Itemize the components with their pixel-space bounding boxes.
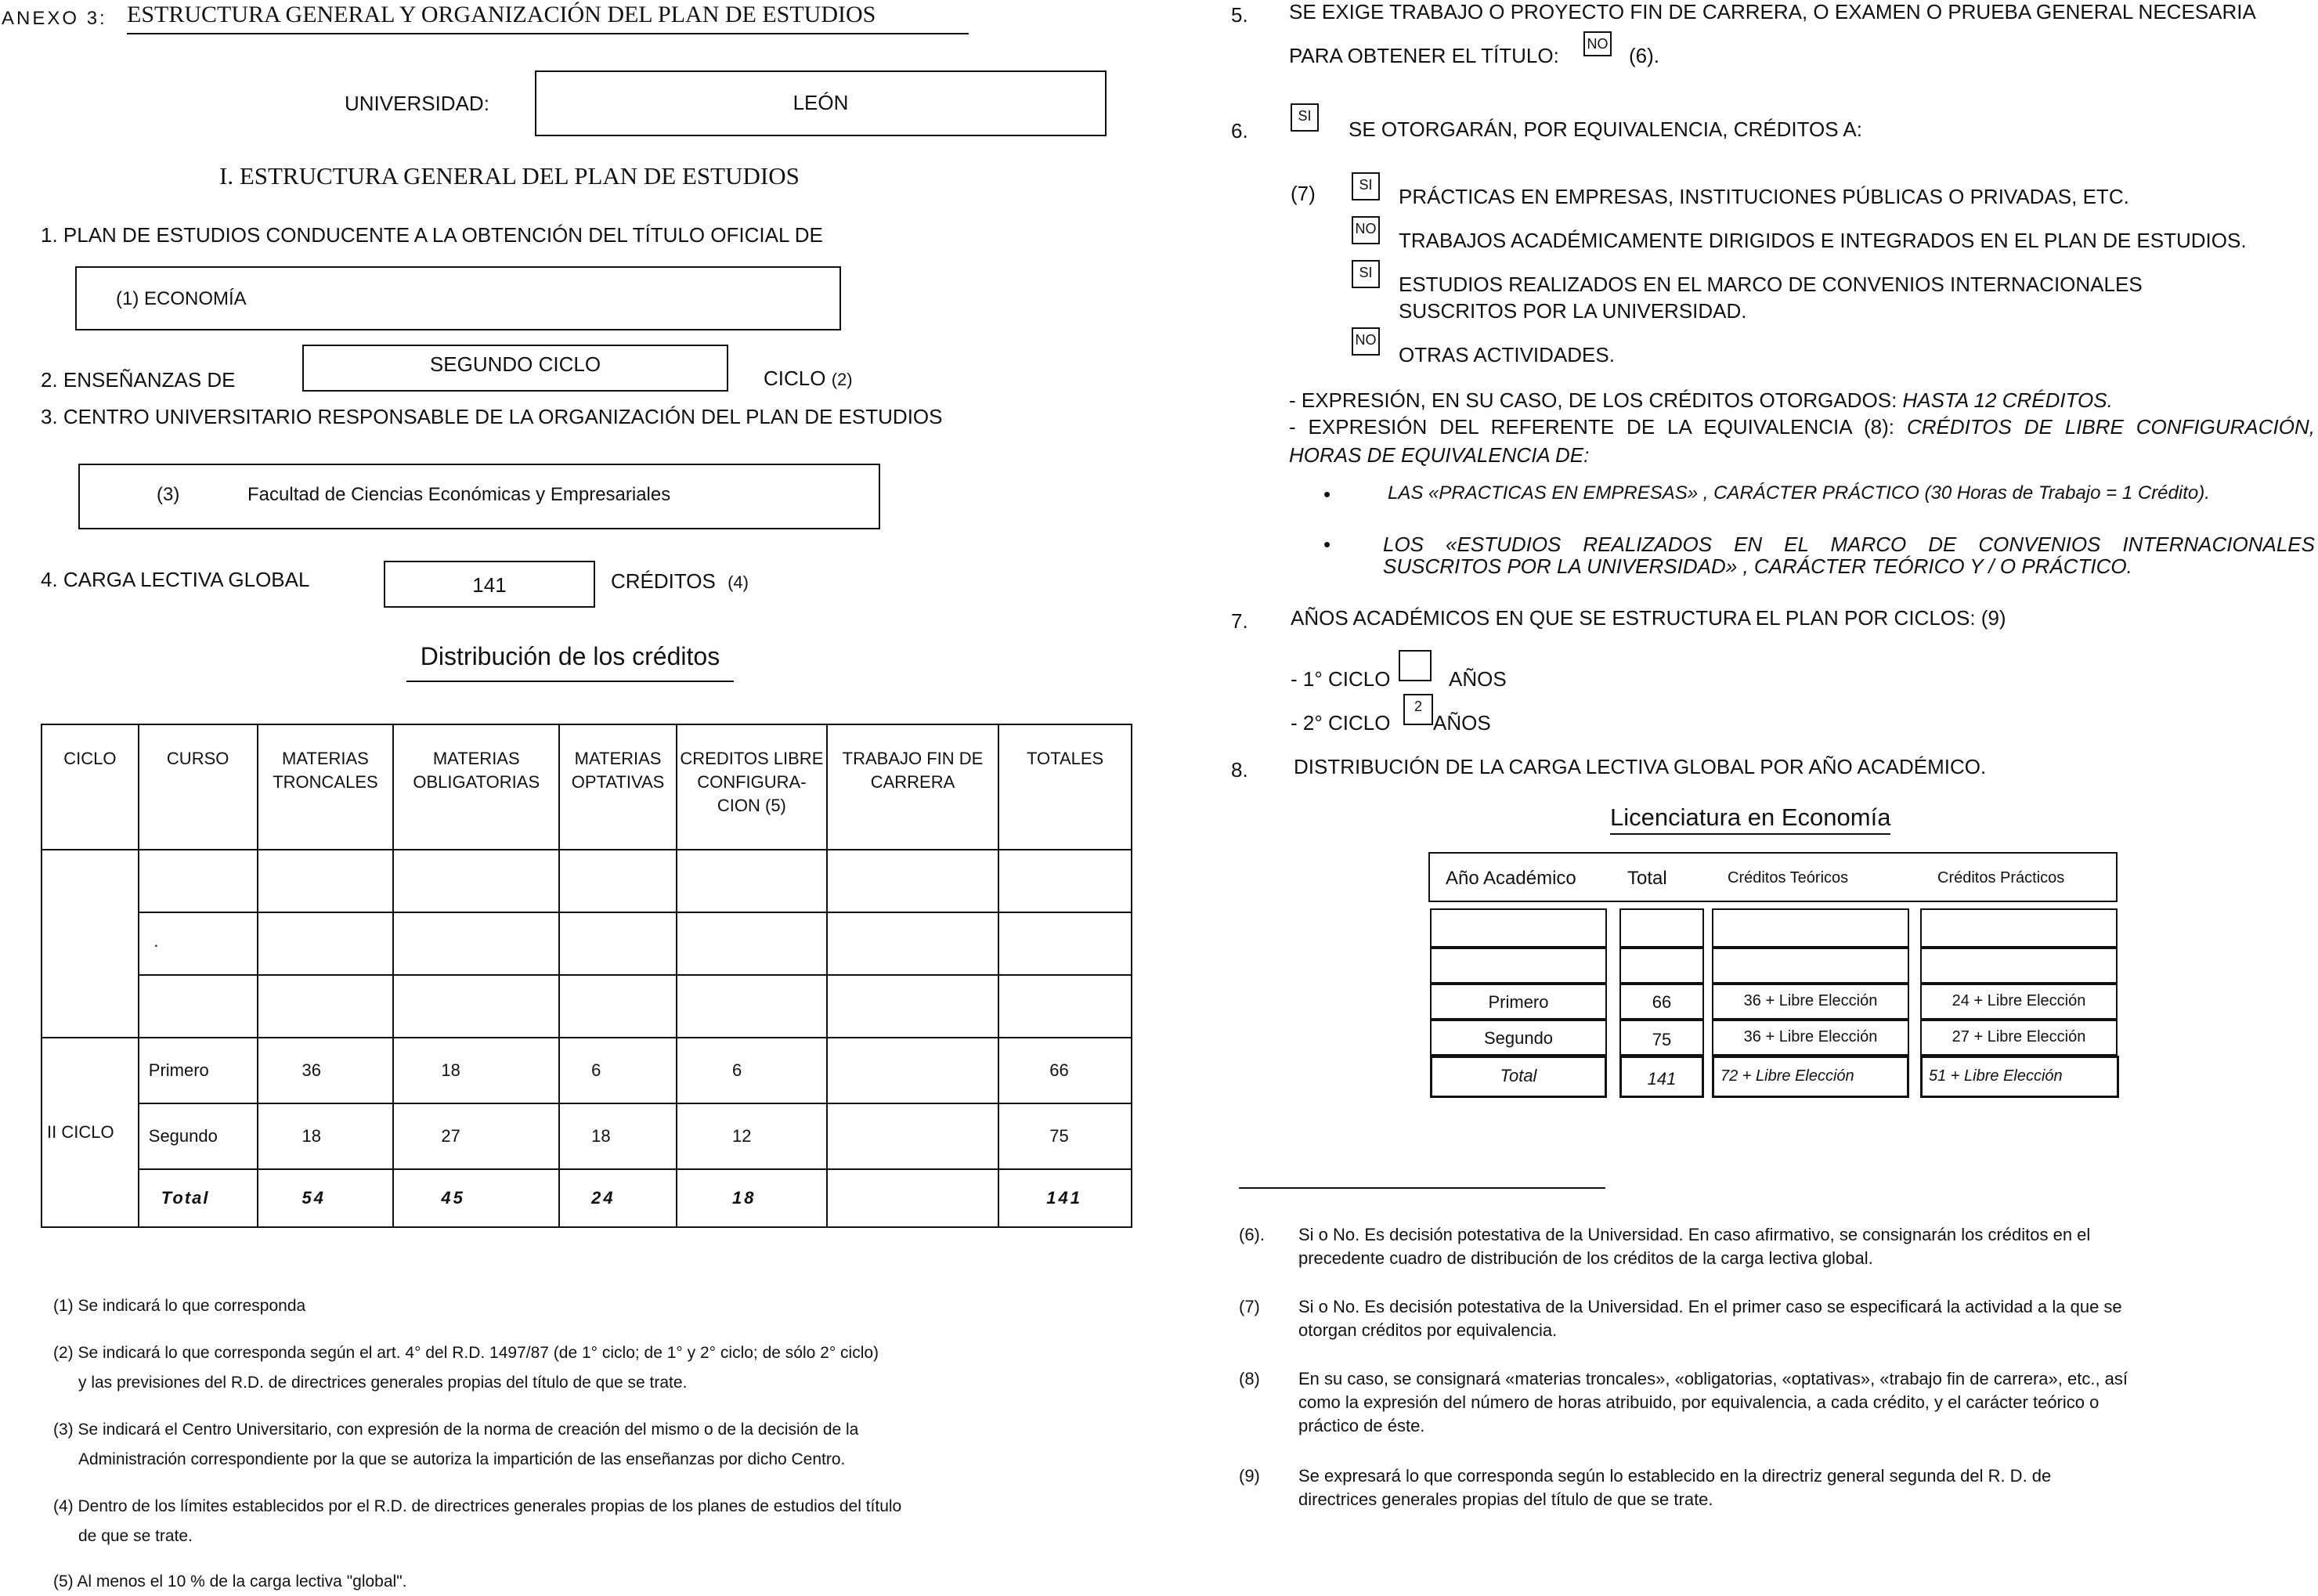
ciclo1-box <box>1399 650 1432 681</box>
col-header-optativas: MATERIAS OPTATIVAS <box>559 724 677 850</box>
obligatorias-cell: 18 <box>393 1038 559 1103</box>
lic-practicos-cell-total: 51 + Libre Elección <box>1920 1056 2119 1098</box>
ciclo-value: SEGUNDO CICLO <box>429 352 601 376</box>
item8-num: 8. <box>1231 758 1248 782</box>
rfootnote-8-line3: práctico de éste. <box>1298 1416 1425 1435</box>
col-header-libre: CREDITOS LIBRE CONFIGURA- CION (5) <box>677 724 827 850</box>
lic-empty-cell <box>1712 908 1909 948</box>
lic-empty-cell <box>1920 948 2118 984</box>
item7-num: 7. <box>1231 609 1248 633</box>
titulo-box <box>75 266 841 330</box>
item5-checkbox: NO <box>1583 31 1612 56</box>
optativas-cell: 24 <box>559 1169 677 1227</box>
lic-header-year: Año Académico <box>1446 868 1576 889</box>
rfootnote-6-num: (6). <box>1239 1225 1265 1244</box>
carga-suffix: CRÉDITOS <box>611 569 716 593</box>
bullet2-line2: SUSCRITOS POR LA UNIVERSIDAD» , CARÁCTER TEÓRICO Y / O PRÁCTICO. <box>1383 554 2132 578</box>
lic-year-cell-total: Total <box>1430 1056 1607 1098</box>
rfootnote-9-num: (9) <box>1239 1466 1260 1486</box>
lic-practicos-cell: 27 + Libre Elección <box>1920 1020 2118 1056</box>
lic-teoricos-cell: 36 + Libre Elección <box>1712 1020 1909 1056</box>
distribucion-table <box>41 724 1132 1228</box>
col-header-trabajo: TRABAJO FIN DE CARRERA <box>827 724 998 850</box>
lic-header-teoricos: Créditos Teóricos <box>1728 869 1849 886</box>
universidad-value: LEÓN <box>793 91 849 114</box>
opt3-text1: ESTUDIOS REALIZADOS EN EL MARCO DE CONVENIOS INTERNACIONALES <box>1399 273 2143 296</box>
totales-cell: 66 <box>998 1038 1132 1103</box>
expresion-line2 <box>1289 415 2315 439</box>
libre-cell: 12 <box>677 1103 827 1169</box>
expresion-line1-label: - EXPRESIÓN, EN SU CASO, DE LOS CRÉDITOS OTORGADOS: <box>1289 388 1897 412</box>
item1-text: 1. PLAN DE ESTUDIOS CONDUCENTE A LA OBTENCIÓN DEL TÍTULO OFICIAL DE <box>41 223 823 247</box>
lic-empty-cell <box>1712 948 1909 984</box>
table-cell <box>677 975 827 1038</box>
totales-cell: 75 <box>998 1103 1132 1169</box>
item6-checkbox: SI <box>1291 103 1319 132</box>
rfootnote-8-line1: En su caso, se consignará «materias troncales», «obligatorias, «optativas», «trabajo fin de carrera», etc., así <box>1298 1369 2128 1388</box>
table-cell <box>998 975 1132 1038</box>
col-header-ciclo: CICLO <box>42 724 139 850</box>
opt4-text: OTRAS ACTIVIDADES. <box>1399 343 1615 367</box>
item5-note: (6). <box>1629 44 1659 67</box>
troncales-cell: 54 <box>258 1169 394 1227</box>
table-row-empty <box>42 912 1132 975</box>
ciclo-note: (2) <box>831 370 853 389</box>
trabajo-cell <box>827 1038 998 1103</box>
item6-num: 6. <box>1231 119 1248 143</box>
lic-empty-cell <box>1920 908 2118 948</box>
col-header-curso: CURSO <box>139 724 258 850</box>
rfootnote-7-num: (7) <box>1239 1297 1260 1316</box>
table-cell <box>258 850 394 912</box>
table-row-empty <box>42 850 1132 912</box>
table-row <box>42 1038 1132 1103</box>
ciclo-suffix: CICLO <box>764 367 826 390</box>
opt1-checkbox: SI <box>1352 172 1380 200</box>
header-row <box>42 724 1132 850</box>
trabajo-cell <box>827 1169 998 1227</box>
troncales-cell: 36 <box>258 1038 394 1103</box>
ciclo2-label: - 2° CICLO <box>1291 711 1391 735</box>
item4-label: 4. CARGA LECTIVA GLOBAL <box>41 568 310 591</box>
bullet2-line1: LOS «ESTUDIOS REALIZADOS EN EL MARCO DE CONVENIOS INTERNACIONALES <box>1383 533 2315 556</box>
expresion-line3: HORAS DE EQUIVALENCIA DE: <box>1289 443 1590 467</box>
ciclo2-years: AÑOS <box>1433 711 1491 735</box>
rfootnote-7-line2: otorgan créditos por equivalencia. <box>1298 1320 1558 1340</box>
table-cell <box>559 912 677 975</box>
curso-cell: Total <box>139 1169 258 1227</box>
lic-total-cell: 66 <box>1619 984 1704 1020</box>
carga-note: (4) <box>728 572 749 592</box>
table-row <box>42 1103 1132 1169</box>
table-row-total <box>42 1169 1132 1227</box>
item5-line2: PARA OBTENER EL TÍTULO: <box>1289 44 1559 67</box>
optativas-cell: 6 <box>559 1038 677 1103</box>
item6-note: (7) <box>1291 182 1316 205</box>
lic-teoricos-cell-total: 72 + Libre Elección <box>1712 1056 1909 1098</box>
rfootnote-6-line1: Si o No. Es decisión potestativa de la Universidad. En caso afirmativo, se consignarán los créditos en el <box>1298 1225 2091 1244</box>
opt3-checkbox: SI <box>1352 260 1380 288</box>
opt2-checkbox: NO <box>1352 216 1380 244</box>
table-cell <box>998 850 1132 912</box>
expresion-line1-value: HASTA 12 CRÉDITOS. <box>1902 388 2113 412</box>
lic-empty-cell <box>1430 908 1607 948</box>
opt2-text: TRABAJOS ACADÉMICAMENTE DIRIGIDOS E INTEGRADOS EN EL PLAN DE ESTUDIOS. <box>1399 229 2247 252</box>
col-header-totales: TOTALES <box>998 724 1132 850</box>
lic-teoricos-cell: 36 + Libre Elección <box>1712 984 1909 1020</box>
ciclo-suffix-group <box>764 367 853 391</box>
ciclo2-box: 2 <box>1403 694 1433 725</box>
table-cell <box>393 912 559 975</box>
footnote-4: (4) Dentro de los límites establecidos por el R.D. de directrices generales propias de los planes de estudios del título <box>53 1497 902 1515</box>
empty-mark: · <box>139 912 258 975</box>
lic-empty-cell <box>1619 948 1704 984</box>
bullet2-mark: • <box>1323 533 1331 556</box>
table-cell <box>559 850 677 912</box>
curso-cell: Segundo <box>139 1103 258 1169</box>
rfootnote-6-line2: precedente cuadro de distribución de los créditos de la carga lectiva global. <box>1298 1248 1873 1268</box>
table-cell <box>559 975 677 1038</box>
table-cell <box>827 912 998 975</box>
table-cell <box>258 975 394 1038</box>
ciclo2-cell: II CICLO <box>42 1038 139 1227</box>
libre-cell: 18 <box>677 1169 827 1227</box>
table-cell <box>827 850 998 912</box>
lic-empty-cell <box>1430 948 1607 984</box>
item5-line1: SE EXIGE TRABAJO O PROYECTO FIN DE CARRERA, O EXAMEN O PRUEBA GENERAL NECESARIA <box>1289 0 2256 23</box>
footnote-1: (1) Se indicará lo que corresponda <box>53 1297 306 1315</box>
centro-value: Facultad de Ciencias Económicas y Empresariales <box>247 484 671 505</box>
lic-header-practicos: Créditos Prácticos <box>1937 869 2065 886</box>
item2-label: 2. ENSEÑANZAS DE <box>41 368 236 392</box>
expresion-line2-label: - EXPRESIÓN DEL REFERENTE DE LA EQUIVALENCIA (8): <box>1289 415 1895 439</box>
page-title: ESTRUCTURA GENERAL Y ORGANIZACIÓN DEL PLAN DE ESTUDIOS <box>127 2 969 34</box>
footnote-3: (3) Se indicará el Centro Universitario, con expresión de la norma de creación del mismo o de la decisión de la <box>53 1421 859 1439</box>
table-cell <box>827 975 998 1038</box>
distribucion-title: Distribución de los créditos <box>406 642 734 682</box>
optativas-cell: 18 <box>559 1103 677 1169</box>
ciclo-cell-empty <box>42 850 139 1038</box>
anexo-label: ANEXO 3: <box>2 8 107 29</box>
table-cell <box>258 912 394 975</box>
titulo-value: (1) ECONOMÍA <box>116 288 247 309</box>
item6-text: SE OTORGARÁN, POR EQUIVALENCIA, CRÉDITOS A: <box>1349 117 1862 141</box>
lic-header-total: Total <box>1627 868 1667 889</box>
table-cell <box>393 850 559 912</box>
col-header-obligatorias: MATERIAS OBLIGATORIAS <box>393 724 559 850</box>
licenciatura-title: Licenciatura en Economía <box>1610 803 1890 835</box>
lic-total-cell: 75 <box>1619 1020 1704 1056</box>
table-cell <box>139 850 258 912</box>
centro-box <box>78 464 880 529</box>
lic-year-cell: Segundo <box>1430 1020 1607 1056</box>
rfootnote-8-num: (8) <box>1239 1369 1260 1388</box>
rfootnote-9-line2: directrices generales propias del título de que se trate. <box>1298 1489 1713 1509</box>
ciclo1-years: AÑOS <box>1449 667 1507 691</box>
footnote-separator <box>1239 1187 1605 1189</box>
troncales-cell: 18 <box>258 1103 394 1169</box>
table-cell <box>393 975 559 1038</box>
lic-total-cell-total: 141 <box>1619 1056 1704 1098</box>
universidad-box <box>535 70 1107 136</box>
rfootnote-8-line2: como la expresión del número de horas atribuido, por equivalencia, a cada crédito, y el carácter teórico o <box>1298 1392 2100 1412</box>
curso-cell: Primero <box>139 1038 258 1103</box>
lic-empty-cell <box>1619 908 1704 948</box>
ciclo1-label: - 1° CICLO <box>1291 667 1391 691</box>
carga-box <box>384 561 595 608</box>
item8-text: DISTRIBUCIÓN DE LA CARGA LECTIVA GLOBAL POR AÑO ACADÉMICO. <box>1294 755 1987 778</box>
universidad-label: UNIVERSIDAD: <box>345 92 489 115</box>
libre-cell: 6 <box>677 1038 827 1103</box>
totales-cell: 141 <box>998 1169 1132 1227</box>
carga-suffix-group <box>611 569 749 594</box>
section-title: I. ESTRUCTURA GENERAL DEL PLAN DE ESTUDIOS <box>219 162 800 190</box>
ciclo-box <box>302 345 728 392</box>
table-cell <box>998 912 1132 975</box>
obligatorias-cell: 45 <box>393 1169 559 1227</box>
lic-year-cell: Primero <box>1430 984 1607 1020</box>
footnote-5: (5) Al menos el 10 % de la carga lectiva "global". <box>53 1573 407 1591</box>
table-cell <box>139 975 258 1038</box>
bullet1-mark: • <box>1323 482 1331 506</box>
trabajo-cell <box>827 1103 998 1169</box>
col-header-troncales: MATERIAS TRONCALES <box>258 724 394 850</box>
expresion-line2-value: CRÉDITOS DE LIBRE CONFIGURACIÓN, <box>1906 415 2315 439</box>
item7-text: AÑOS ACADÉMICOS EN QUE SE ESTRUCTURA EL PLAN POR CICLOS: (9) <box>1291 606 2006 630</box>
lic-header-row <box>1428 852 2118 902</box>
footnote-2: (2) Se indicará lo que corresponda según el art. 4° del R.D. 1497/87 (de 1° ciclo; de 1° y 2° ciclo; de sólo 2° ciclo) <box>53 1344 879 1362</box>
opt4-checkbox: NO <box>1352 327 1380 356</box>
item5-num: 5. <box>1231 3 1248 27</box>
item3-text: 3. CENTRO UNIVERSITARIO RESPONSABLE DE LA ORGANIZACIÓN DEL PLAN DE ESTUDIOS <box>41 405 943 428</box>
opt3-text2: SUSCRITOS POR LA UNIVERSIDAD. <box>1399 299 1747 323</box>
table-row-empty <box>42 975 1132 1038</box>
footnote-2-cont: y las previsiones del R.D. de directrices generales propias del título de que se trate. <box>78 1374 688 1392</box>
rfootnote-9-line1: Se expresará lo que corresponda según lo establecido en la directriz general segunda del R. D. de <box>1298 1466 2052 1486</box>
carga-value: 141 <box>472 573 507 597</box>
bullet1-text: LAS «PRACTICAS EN EMPRESAS» , CARÁCTER PRÁCTICO (30 Horas de Trabajo = 1 Crédito). <box>1388 482 2210 504</box>
table-cell <box>677 850 827 912</box>
centro-note: (3) <box>157 484 180 505</box>
opt1-text: PRÁCTICAS EN EMPRESAS, INSTITUCIONES PÚBLICAS O PRIVADAS, ETC. <box>1399 185 2129 208</box>
footnote-4-cont: de que se trate. <box>78 1527 193 1545</box>
obligatorias-cell: 27 <box>393 1103 559 1169</box>
expresion-line1 <box>1289 388 2113 413</box>
rfootnote-7-line1: Si o No. Es decisión potestativa de la Universidad. En el primer caso se especificará la actividad a la que se <box>1298 1297 2122 1316</box>
lic-practicos-cell: 24 + Libre Elección <box>1920 984 2118 1020</box>
table-cell <box>677 912 827 975</box>
footnote-3-cont: Administración correspondiente por la que se autoriza la impartición de las enseñanzas por dicho Centro. <box>78 1450 846 1468</box>
